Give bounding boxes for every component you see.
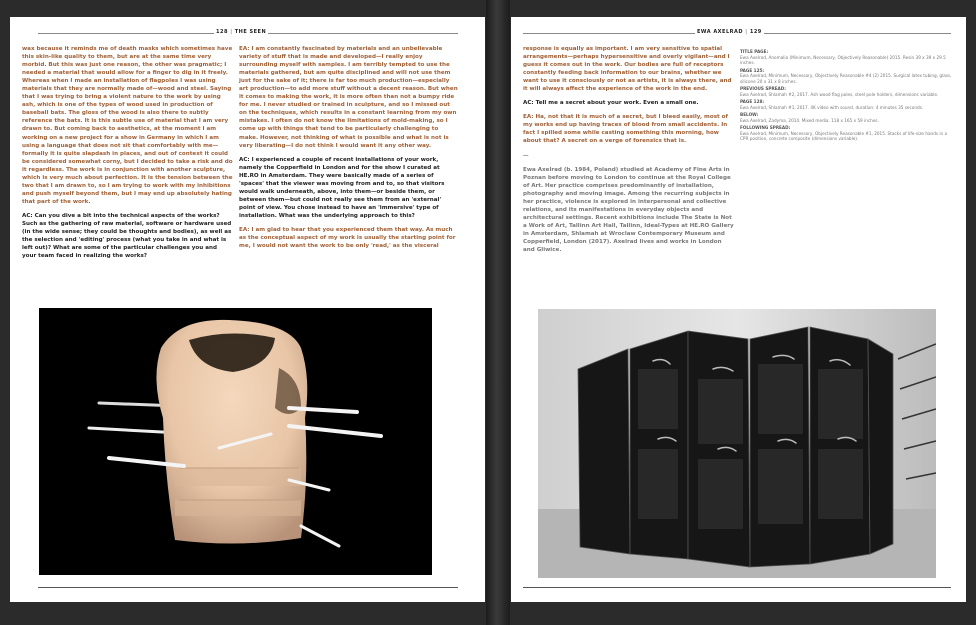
credit-body: Ewa Axelrad, Zadyma, 2014. Mixed media. 118 x 165 x 59 inches. <box>740 117 879 123</box>
paragraph-ac: AC: Can you dive a bit into the technical aspects of the works? Such as the gathering of raw material, software or hardware used (in the wide sense; they could be thoughts and bodies), as well as the selection and 'editing' process (what you take in and what is left out)? What are some of the particular challenges you and your team faced in realizing the works? <box>22 212 232 260</box>
credit-heading: BELOW: <box>740 112 759 117</box>
paragraph-dash: — <box>523 152 529 159</box>
vest-sculpture-photo <box>39 308 432 575</box>
right-text-column-1 <box>523 45 735 260</box>
credit-body: Ewa Axelrad, Shlamah #1, 2017. 4K video with sound, duration: 4 minutes 35 seconds. <box>740 104 924 110</box>
paragraph-bio: Ewa Axelrad (b. 1984, Poland) studied at Academy of Fine Arts in Poznan before moving to London to continue at the Royal College of Art. Her practice comprises predominantly of installation, photography and moving image. Among the recurring subjects in her practice, violence is explored in interpersonal and collective relations, and its manifestations in everyday objects and architectural settings. Recent exhibitions include The State is Not a Work of Art, Tallinn Art Hall, Tallinn, Ideal-Types at HE.RO Gallery in Amsterdam, Shlamah at Wroclaw Contemporary Museum and Copperfield, London (2017). Axelrad lives and works in London and Gliwice. <box>523 166 734 254</box>
credit-heading: PAGE 128: <box>740 99 765 104</box>
credit-body: Ewa Axelrad, Minimum, Necessary, Objectively Reasonable #4 (2) 2015. Surgical latex tubing, glass, silicone 20 x 31 x 8 inches. <box>740 73 952 84</box>
paragraph-ea: wax because it reminds me of death masks which sometimes have this skin-like quality to them, but are at the same time very morbid. But this was just one reason, the other was pragmatic; I needed a material that would allow for a finger to dig in it freely. Whereas when I made an installation of flagpoles I was using materials that they are normally made of—wood and steel. Saying that I was trying to bring a violent nature to the work by using ash, which is one of the types of wood used in production of baseball bats. The gloss of the wood is also there to subtly reference the bats. It is this subtle use of material that I am very drawn to. But coming back to aesthetics, at the moment I am working on a new project for a show in Germany in which I am using a language that does not sit that comfortably with me—formally it is quite slapdash in places, and out of context it could be considered somewhat corny, but I decided to take a risk and do it regardless. The work is in conjunction with another sculpture, which is very much about perfection. It is the tension between the two that I am drawn to, so I am trying to work with my inhibitions and push myself beyond them, but I may end up absolutely hating that part of the work. <box>22 46 233 205</box>
credit-heading: PAGE 125: <box>740 67 765 73</box>
image-credits <box>740 47 955 143</box>
left-bottom-rule <box>38 587 458 588</box>
paragraph-ac: AC: Tell me a secret about your work. Even a small one. <box>523 100 699 107</box>
paragraph-ea: EA: Ha, not that it is much of a secret, but I bleed easily, most of my works end up having traces of blood from small accidents. In fact I spilled some while casting something this morning, how about that? A secret on a verge of forensics that is. <box>523 114 728 145</box>
left-running-head: 128 | THE SEEN <box>10 30 485 38</box>
paragraph-ea: EA: I am glad to hear that you experienced them that way. As much as the conceptual aspect of my work is usually the starting point for me, I would not want the work to be only 'read,' as the visceral <box>239 226 456 250</box>
right-bottom-rule <box>523 587 951 588</box>
right-page <box>511 17 966 602</box>
credit-heading: PREVIOUS SPREAD: <box>740 86 786 91</box>
left-text-column-1 <box>22 45 233 266</box>
left-page-number: 128 <box>216 29 228 35</box>
paragraph-ea: response is equally as important. I am very sensitive to spatial arrangements—perhaps hypersensitive and overly vigilant—and I guess it comes out in the work. Our bodies are full of receptors constantly feeding back information to our brains, whether we want to use it consciously or not as artists, it is always there, and it will always affect the experience of the work in the end. <box>523 46 732 93</box>
right-running-head: EWA AXELRAD | 129 <box>511 30 966 38</box>
credit-body: Ewa Axelrad, Shlamah #2, 2017. Ash wood flag poles, steel pole holders, dimensions variable. <box>740 91 939 97</box>
paragraph-ea: EA: I am constantly fascinated by materials and an unbelievable variety of stuff that is made and developed—I really enjoy surrounding myself with samples. I am terribly tempted to use the materials gathered, but am quite disciplined and will not use them just for the sake of it; there is far too much production—especially art production—to add more stuff without a decent reason. But when it comes to making the work, it is more often than not a bumpy ride for me. I never studied or trained in sculpture, and so I missed out on the techniques, which results in a constant learning from my own mistakes. I often do not know the limitations of mold-making, so I come up with things that tend to be particularly challenging to make. However, not thinking of what is possible and what is not is very liberating—I do not think I would want it any other way. <box>239 46 458 149</box>
left-page <box>10 17 485 602</box>
left-text-column-2 <box>239 45 459 256</box>
paragraph-ac: AC: I experienced a couple of recent installations of your work, namely the Copperfield in London and for the show I curated at HE.RO in Amsterdam. They were basically made of a series of 'spaces' that the viewer was moving from and to, so that visitors would walk underneath, above, into them—or beside them, or between them—but could not really see them from an 'external' point of view. You chose instead to have an 'immersive' type of installation. What was the underlying approach to this? <box>239 156 445 219</box>
black-panel-installation-photo <box>538 309 936 578</box>
credit-body: Ewa Axelrad, Anomalia (Minimum, Necessary, Objectively Reasonable) 2015. Resin 39 x 39 x 29.5 inches. <box>740 54 946 65</box>
right-running-head-title: EWA AXELRAD <box>697 29 744 35</box>
spread-gutter <box>486 0 510 625</box>
credit-heading: FOLLOWING SPREAD: <box>740 125 791 130</box>
left-running-head-title: THE SEEN <box>234 29 267 35</box>
credit-body: Ewa Axelrad, Minimum, Necessary, Objectively Reasonable #1, 2015. Stacks of life-size hands in a CPR position, concrete composite (dimensions variable). <box>740 130 948 141</box>
credit-heading: TITLE PAGE: <box>740 49 769 54</box>
right-page-number: 129 <box>749 29 762 35</box>
